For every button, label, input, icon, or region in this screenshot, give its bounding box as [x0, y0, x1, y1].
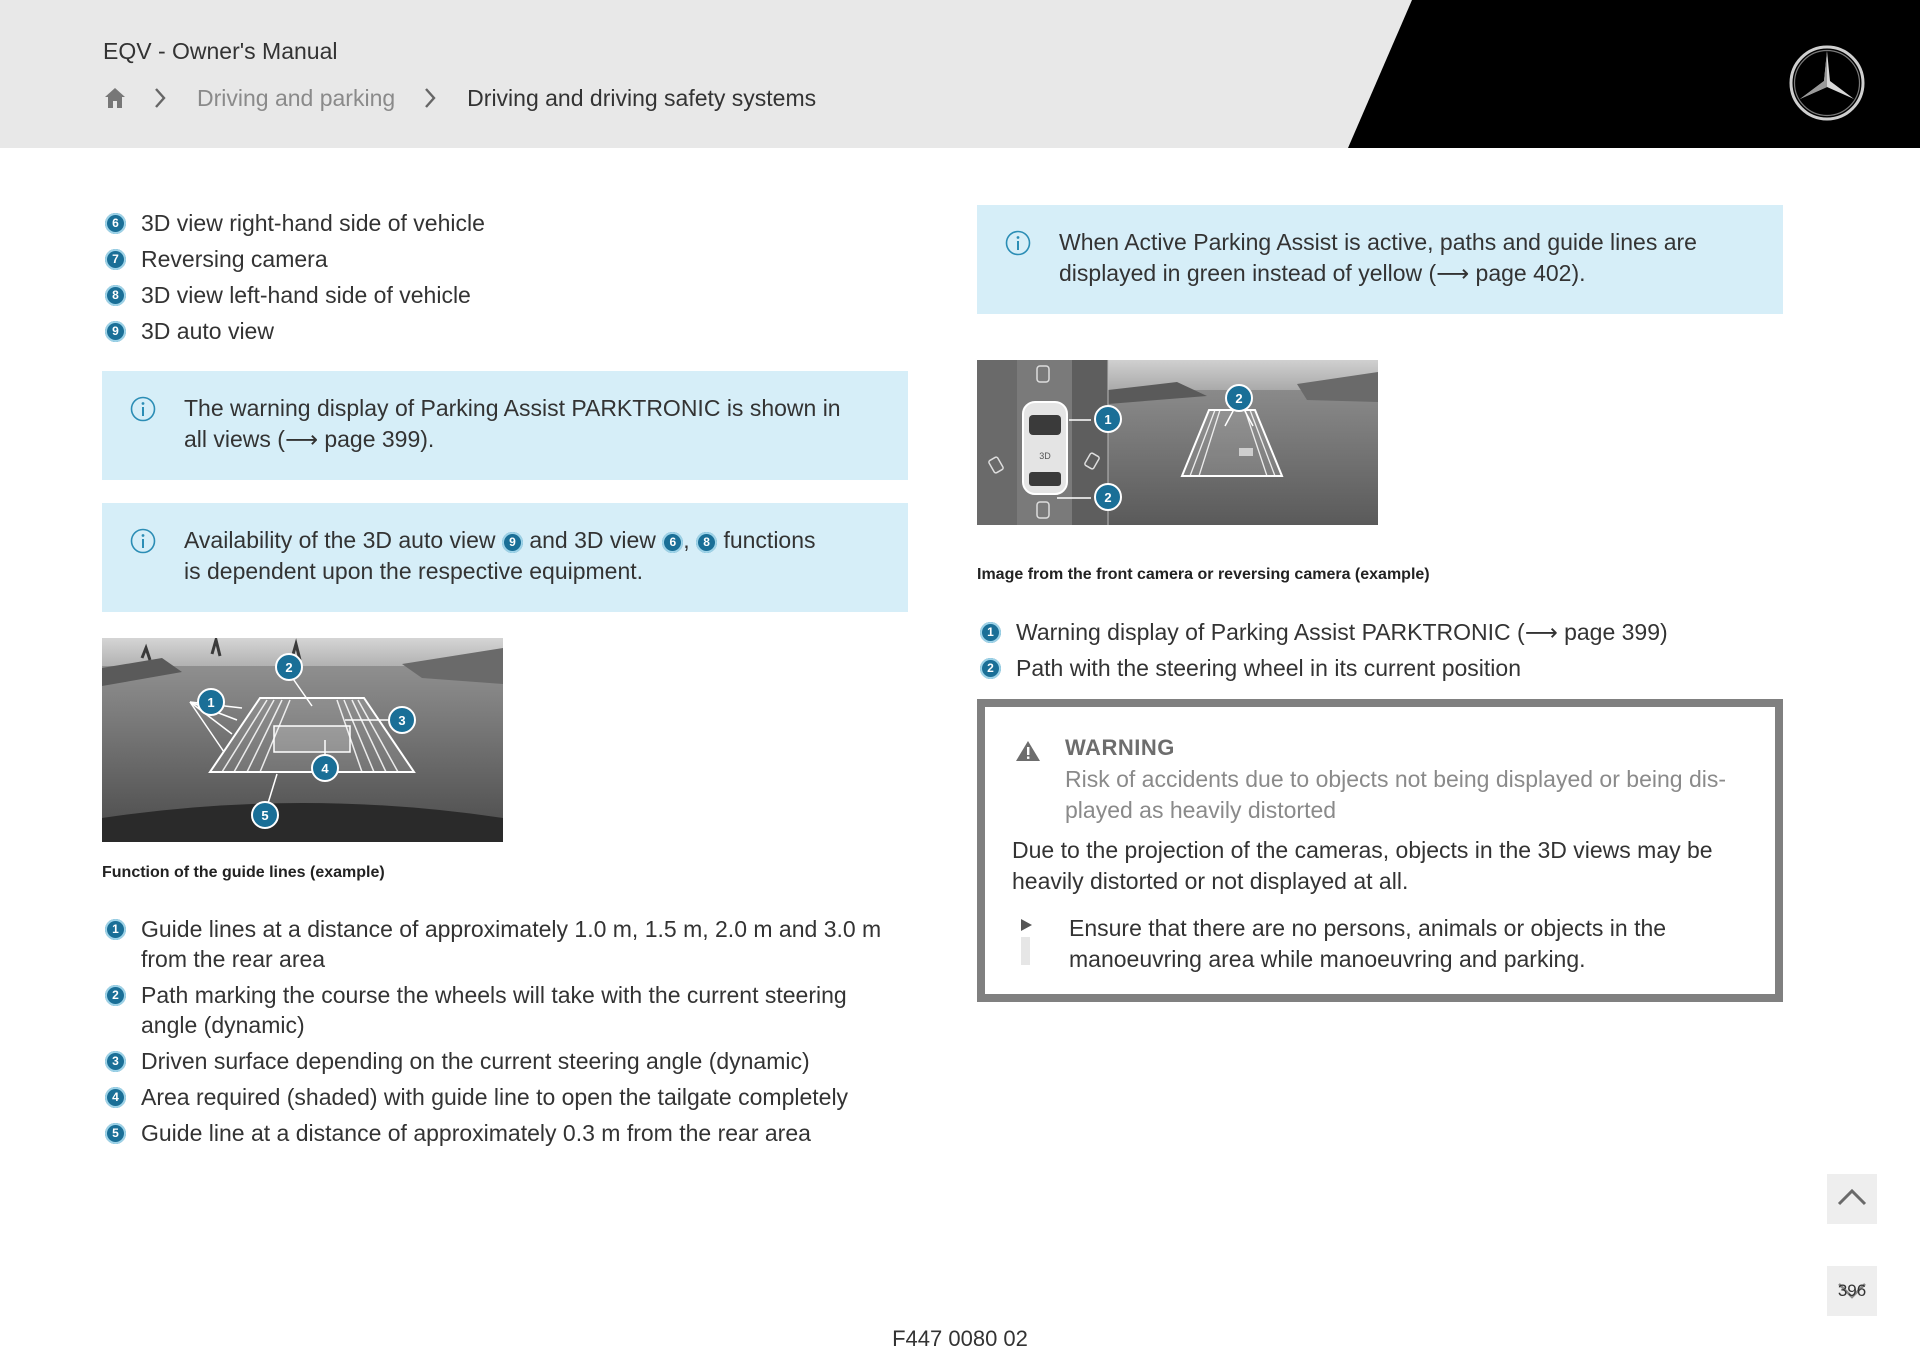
figure-callout-1	[1095, 406, 1121, 432]
camera-list-section	[977, 617, 1783, 689]
scroll-to-top-button[interactable]	[1827, 1174, 1877, 1224]
info-note-line-2: is dependent upon the respective equipment.	[184, 558, 644, 584]
camera-view-image	[977, 360, 1378, 525]
list-item	[977, 653, 1783, 683]
info-note-active-parking-assist	[977, 205, 1783, 314]
warning-step: Ensure that there are no persons, animals or objects in the manoeuvring area while manoeuvring and parking.	[1069, 915, 1667, 972]
page-number: 396	[1837, 1281, 1867, 1300]
list-item-text: 3D view left-hand side of vehicle	[141, 282, 471, 308]
list-item	[102, 316, 908, 346]
info-note-line-2: displayed in green instead of yellow (⟶ page 402).	[1059, 260, 1586, 286]
info-icon	[130, 396, 156, 422]
list-item-text: Guide line at a distance of approximately 0.3 m from the rear area	[141, 1120, 811, 1146]
warning-box	[977, 699, 1783, 1002]
step-arrow-icon	[1018, 915, 1038, 967]
number-badge: 7	[105, 249, 126, 270]
header-black-band	[0, 0, 1920, 148]
list-item	[102, 208, 908, 238]
list-item	[102, 980, 908, 1040]
guide-lines-camera-image	[102, 638, 503, 842]
number-badge: 1	[105, 919, 126, 940]
chevron-right-icon	[153, 87, 167, 109]
list-item	[102, 244, 908, 274]
figure-callout-1	[198, 689, 224, 715]
breadcrumb	[103, 82, 816, 114]
guide-list	[102, 914, 908, 1148]
info-text: functions	[723, 527, 816, 553]
breadcrumb-current-page: Driving and driving safety systems	[467, 84, 817, 111]
callout-label: 2	[285, 660, 293, 675]
list-item-text: Reversing camera	[141, 246, 328, 272]
info-text: and 3D view	[529, 527, 656, 553]
number-badge: 5	[105, 1123, 126, 1144]
callout-label: 4	[321, 761, 329, 776]
page-number-box	[1827, 1266, 1877, 1316]
list-item	[102, 914, 908, 974]
mercedes-star-logo-icon	[1788, 44, 1866, 122]
list-item-text: 3D auto view	[141, 318, 274, 344]
warning-subtitle: Risk of accidents due to objects not being displayed or being displayed as heavily distorted	[1065, 766, 1727, 823]
figure-callout-2-lower	[1095, 484, 1121, 510]
figure-callout-4	[312, 755, 338, 781]
list-item	[102, 1082, 908, 1112]
chevron-right-icon	[423, 87, 437, 109]
figure-id: F447 0080 02	[892, 1326, 1028, 1351]
warning-body: Due to the projection of the cameras, objects in the 3D views may be heavily distorted or not displayed at all.	[1012, 837, 1713, 894]
3d-view-label: 3D	[1039, 451, 1051, 461]
number-badge: 4	[105, 1087, 126, 1108]
figure-callout-2	[276, 654, 302, 680]
list-item-text: Warning display of Parking Assist PARKTRONIC (⟶ page 399)	[1016, 619, 1668, 645]
callout-label: 2	[1104, 490, 1112, 505]
list-item	[102, 1118, 908, 1148]
number-badge: 8	[696, 532, 717, 553]
list-item-text: 3D view right-hand side of vehicle	[141, 210, 485, 236]
info-icon	[1005, 230, 1031, 256]
list-item-text: Path with the steering wheel in its current position	[1016, 655, 1521, 681]
list-item-text: Driven surface depending on the current steering angle (dynamic)	[141, 1048, 810, 1074]
info-icon	[130, 528, 156, 554]
info-note-parktronic	[102, 371, 908, 480]
list-item-text: Path marking the course the wheels will take with the current steering angle (dynamic)	[141, 982, 847, 1038]
info-text: Availability of the 3D auto view	[184, 527, 496, 553]
document-title: EQV - Owner's Manual	[103, 38, 338, 64]
figure-callout-2	[1226, 385, 1252, 411]
list-item	[102, 280, 908, 310]
info-text: ,	[683, 527, 690, 553]
camera-view-figure	[977, 360, 1378, 525]
breadcrumb-driving-and-parking[interactable]: Driving and parking	[197, 84, 396, 111]
callout-label: 3	[398, 713, 406, 728]
callout-label: 2	[1235, 391, 1243, 406]
chevron-up-icon	[1827, 1174, 1877, 1224]
number-badge: 8	[105, 285, 126, 306]
list-item-text: Area required (shaded) with guide line to open the tailgate completely	[141, 1084, 849, 1110]
callout-label: 1	[1104, 412, 1112, 427]
info-note-line-1	[184, 525, 868, 556]
number-badge: 1	[980, 622, 1001, 643]
info-note-3d-availability	[102, 503, 908, 612]
callout-label: 1	[207, 695, 215, 710]
list-item-text: Guide lines at a distance of approximately 1.0 m, 1.5 m, 2.0 m and 3.0 m from the rear area	[141, 916, 882, 972]
figure-callout-5	[252, 802, 278, 828]
home-icon[interactable]	[103, 86, 127, 110]
number-badge: 9	[105, 321, 126, 342]
info-note-line-1: When Active Parking Assist is active, paths and guide lines are	[1059, 229, 1697, 255]
info-note-line-2: all views (⟶ page 399).	[184, 426, 435, 452]
callout-label: 5	[261, 808, 269, 823]
warning-triangle-icon	[1015, 739, 1041, 763]
guide-lines-figure	[102, 638, 503, 842]
view-list-section	[102, 208, 908, 352]
number-badge: 3	[105, 1051, 126, 1072]
number-badge: 2	[980, 658, 1001, 679]
number-badge: 6	[662, 532, 683, 553]
camera-list	[977, 617, 1783, 683]
figure-caption: Function of the guide lines (example)	[102, 864, 385, 881]
number-badge: 9	[502, 532, 523, 553]
list-item	[102, 1046, 908, 1076]
number-badge: 6	[105, 213, 126, 234]
list-item	[977, 617, 1783, 647]
info-note-line-1: The warning display of Parking Assist PARKTRONIC is shown in	[184, 395, 841, 421]
warning-title: WARNING	[1065, 735, 1175, 760]
figure-callout-3	[389, 707, 415, 733]
header-bar	[0, 0, 1920, 148]
guide-list-section	[102, 914, 908, 1154]
view-list	[102, 208, 908, 346]
number-badge: 2	[105, 985, 126, 1006]
figure-caption: Image from the front camera or reversing camera (example)	[977, 566, 1430, 583]
